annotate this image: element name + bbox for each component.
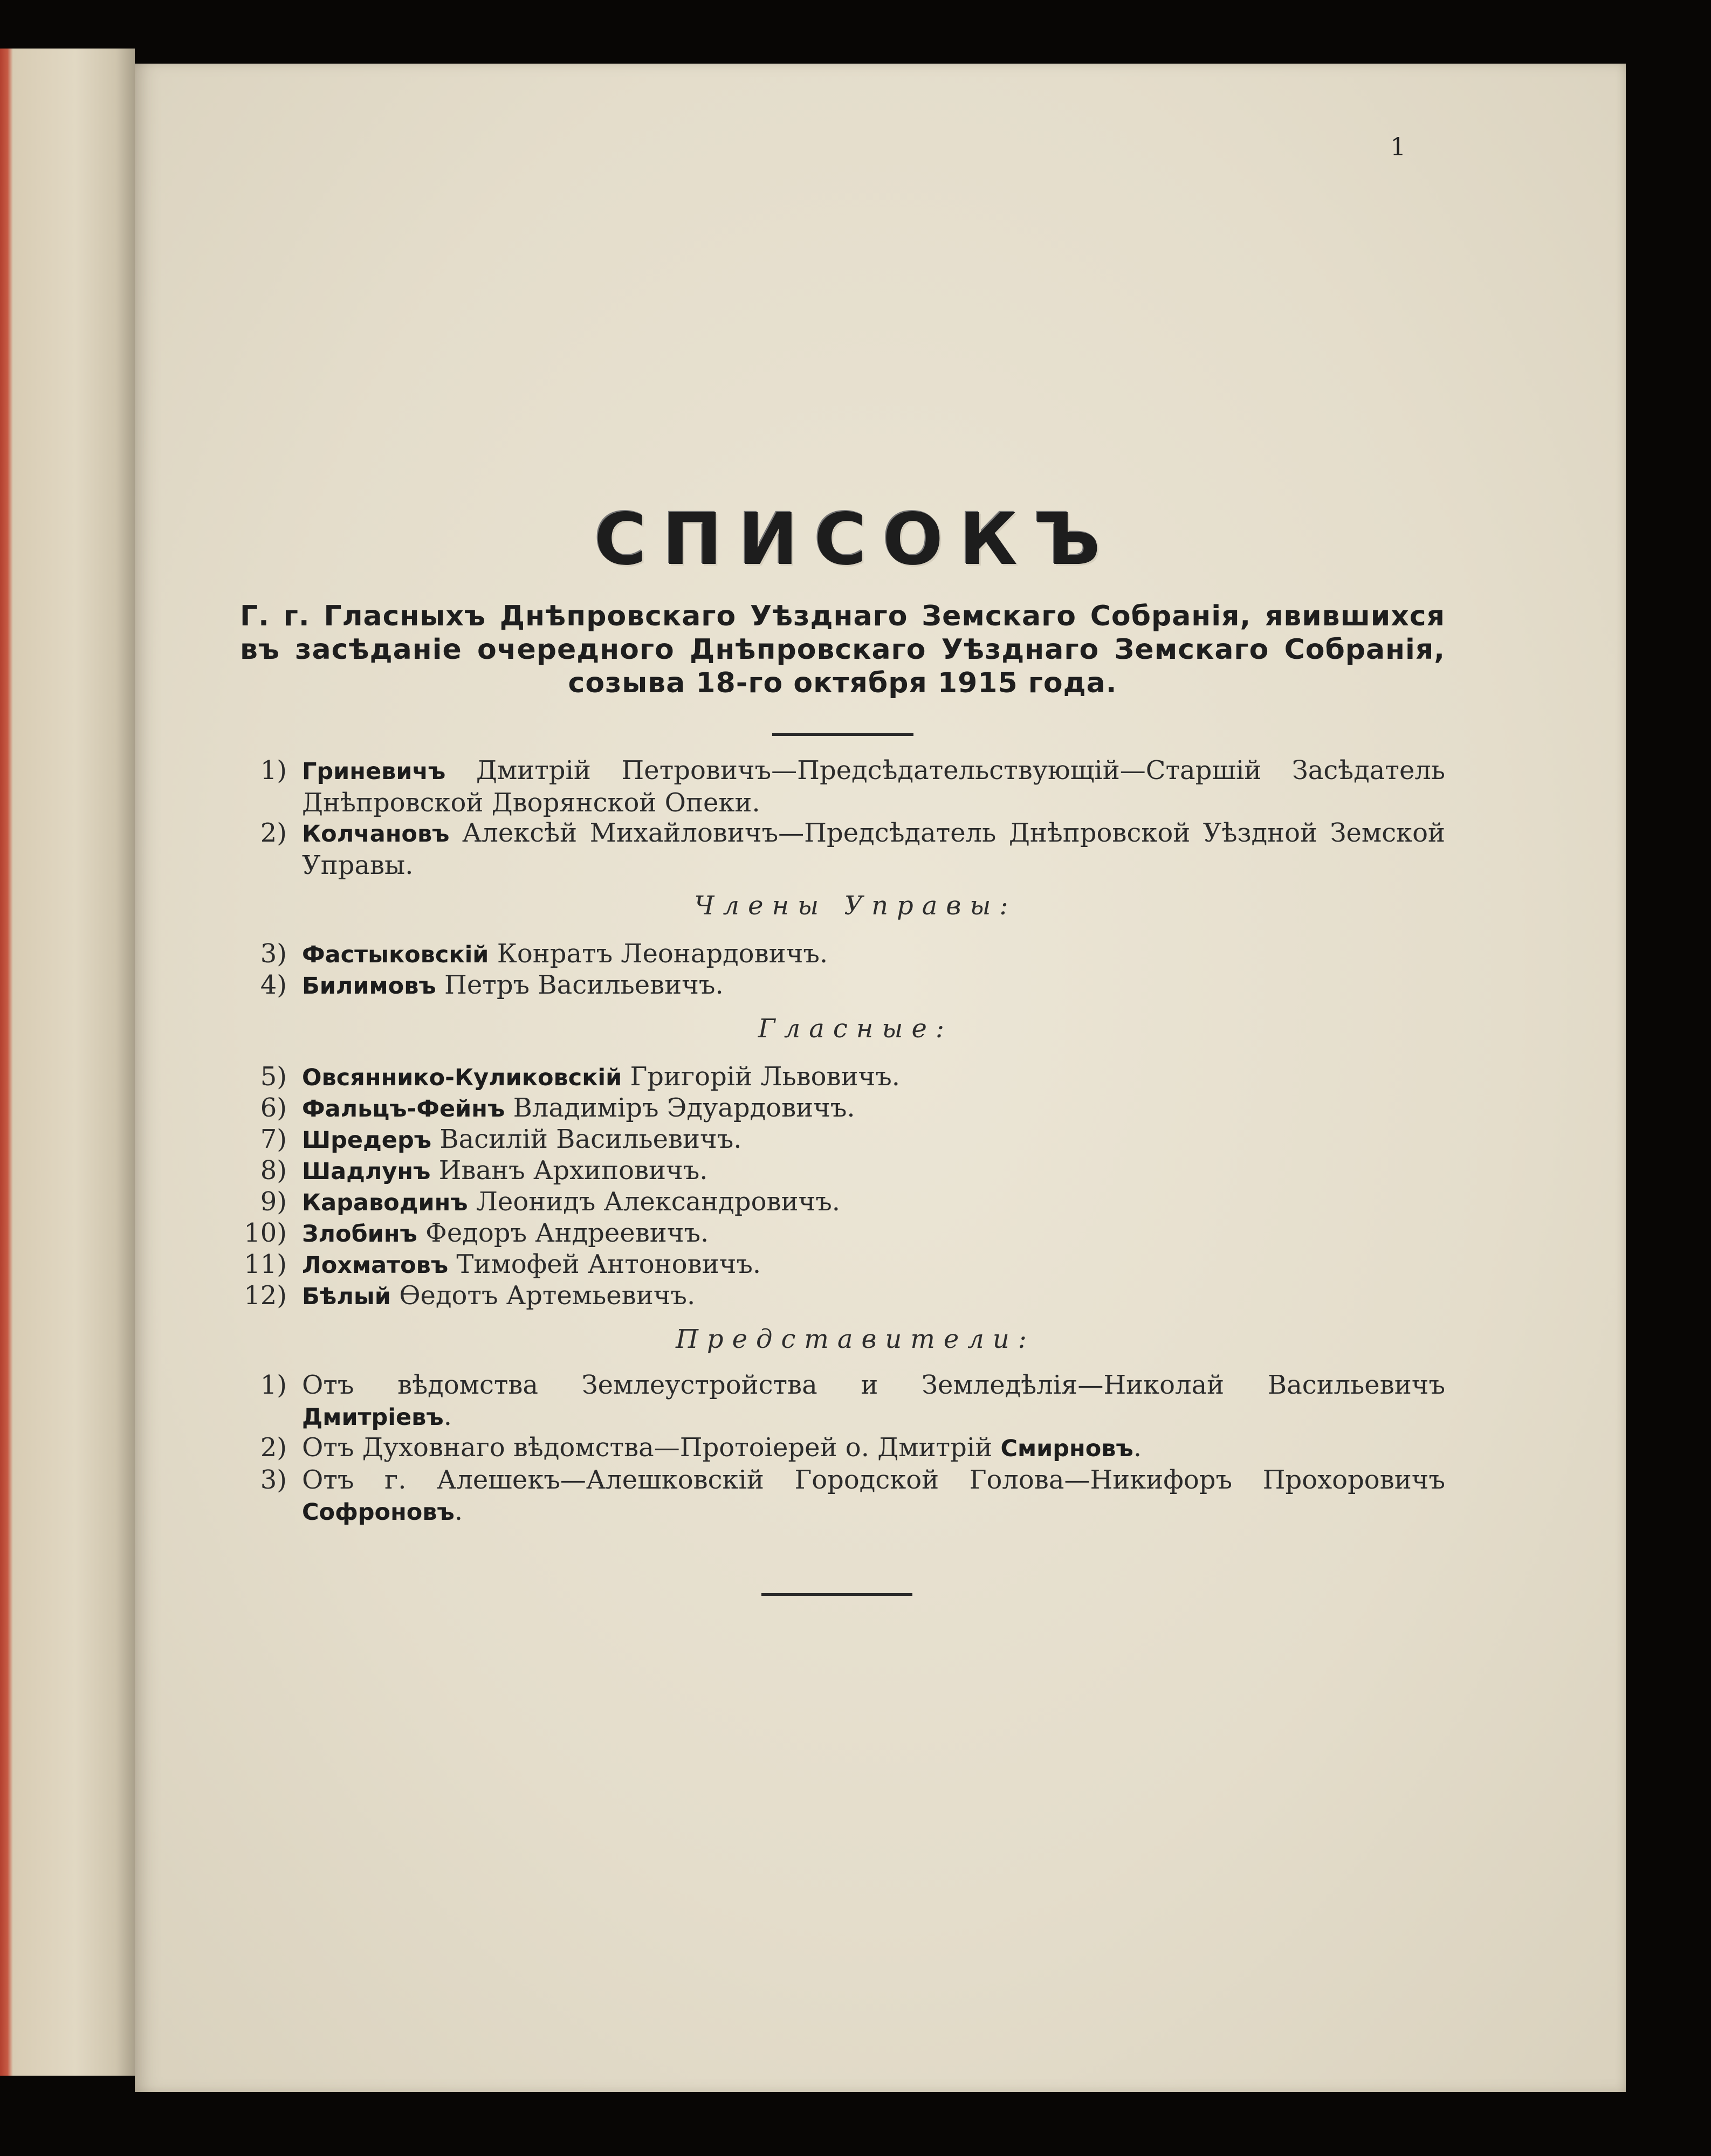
item-details: Василій Васильевичъ. [431,1124,742,1154]
section-header-representatives: Представители: [676,1324,1035,1354]
divider-bottom [761,1593,912,1596]
item-text [302,1061,1445,1093]
item-number: 2) [260,1432,287,1463]
item-number: 12) [244,1280,287,1311]
item-text [302,1249,1445,1281]
item-text [302,1369,1445,1433]
item-surname: Билимовъ [302,973,436,1000]
item-number: 1) [260,1370,287,1400]
item-details: Отъ Духовнаго вѣдомства—Протоіерей о. Дмитрій [302,1432,1001,1463]
section-header-deputies: Гласные: [758,1014,953,1044]
item-text [302,969,1445,1002]
item-surname: Фальцъ-Фейнъ [302,1096,505,1122]
item-number: 11) [244,1249,287,1279]
item-details: Отъ вѣдомства Землеустройства и Земледѣлія—Николай Васильевичъ [302,1370,1445,1400]
item-details: Ѳедотъ Артемьевичъ. [390,1280,696,1311]
item-surname: Злобинъ [302,1221,417,1248]
item-surname: Дмитріевъ [302,1404,444,1431]
item-number: 8) [260,1155,287,1186]
document-subtitle: Г. г. Гласныхъ Днѣпровскаго Уѣзднаго Земскаго Собранія, явившихся въ засѣданіе очередного Днѣпровскаго Уѣзднаго Земскаго Собранія, созыва 18-го октября 1915 года. [240,600,1445,699]
item-details: Петръ Васильевичъ. [436,970,724,1000]
item-details: Леонидъ Александровичъ. [468,1187,841,1217]
item-details: Иванъ Архиповичъ. [430,1155,708,1186]
item-surname: Бѣлый [302,1283,391,1310]
item-punctuation: . [443,1401,452,1431]
previous-page-edge [0,49,135,2076]
item-details: Федоръ Андреевичъ. [417,1218,709,1248]
item-punctuation: . [1133,1432,1142,1463]
item-text [302,1432,1445,1464]
item-surname: Гриневичъ [302,758,446,785]
item-details: Дмитрій Петровичъ—Предсѣдательствующій—Старшій Засѣдатель Днѣпровской Дворянской Опеки. [302,755,1445,818]
item-text [302,817,1445,881]
item-number: 3) [260,939,287,969]
item-number: 1) [260,755,287,786]
item-number: 9) [260,1187,287,1217]
item-number: 4) [260,970,287,1000]
document-title: СПИСОКЪ [594,498,1117,581]
item-text [302,1217,1445,1250]
item-number: 7) [260,1124,287,1154]
item-text [302,1280,1445,1312]
item-details: Отъ г. Алешекъ—Алешковскій Городской Голова—Никифоръ Прохоровичъ [302,1465,1445,1495]
item-surname: Лохматовъ [302,1252,449,1279]
item-text [302,938,1445,970]
divider-top [772,733,913,736]
item-details: Алексѣй Михайловичъ—Предсѣдатель Днѣпровской Уѣздной Земской Управы. [302,818,1445,880]
item-text [302,1124,1445,1156]
item-details: Владиміръ Эдуардовичъ. [505,1093,855,1123]
item-details: Григорій Львовичъ. [622,1062,901,1092]
item-text [302,1155,1445,1187]
item-details: Тимофей Антоновичъ. [448,1249,761,1279]
item-surname: Шредеръ [302,1127,432,1154]
item-surname: Смирновъ [1000,1435,1133,1462]
item-number: 2) [260,818,287,848]
item-number: 5) [260,1062,287,1092]
item-surname: Фастыковскій [302,941,489,968]
item-surname: Овсяннико-Куликовскій [302,1064,622,1091]
item-text [302,755,1445,818]
item-surname: Караводинъ [302,1189,468,1216]
section-header-members: Члены Управы: [694,891,1017,921]
item-surname: Софроновъ [302,1499,455,1526]
item-details: Конратъ Леонардовичъ. [489,939,828,969]
item-text [302,1092,1445,1125]
item-number: 3) [260,1465,287,1495]
item-text [302,1464,1445,1528]
item-number: 6) [260,1093,287,1123]
page-number: 1 [1390,132,1406,161]
item-number: 10) [244,1218,287,1248]
item-surname: Шадлунъ [302,1158,431,1185]
item-surname: Колчановъ [302,821,450,848]
item-punctuation: . [454,1496,463,1526]
item-text [302,1186,1445,1218]
